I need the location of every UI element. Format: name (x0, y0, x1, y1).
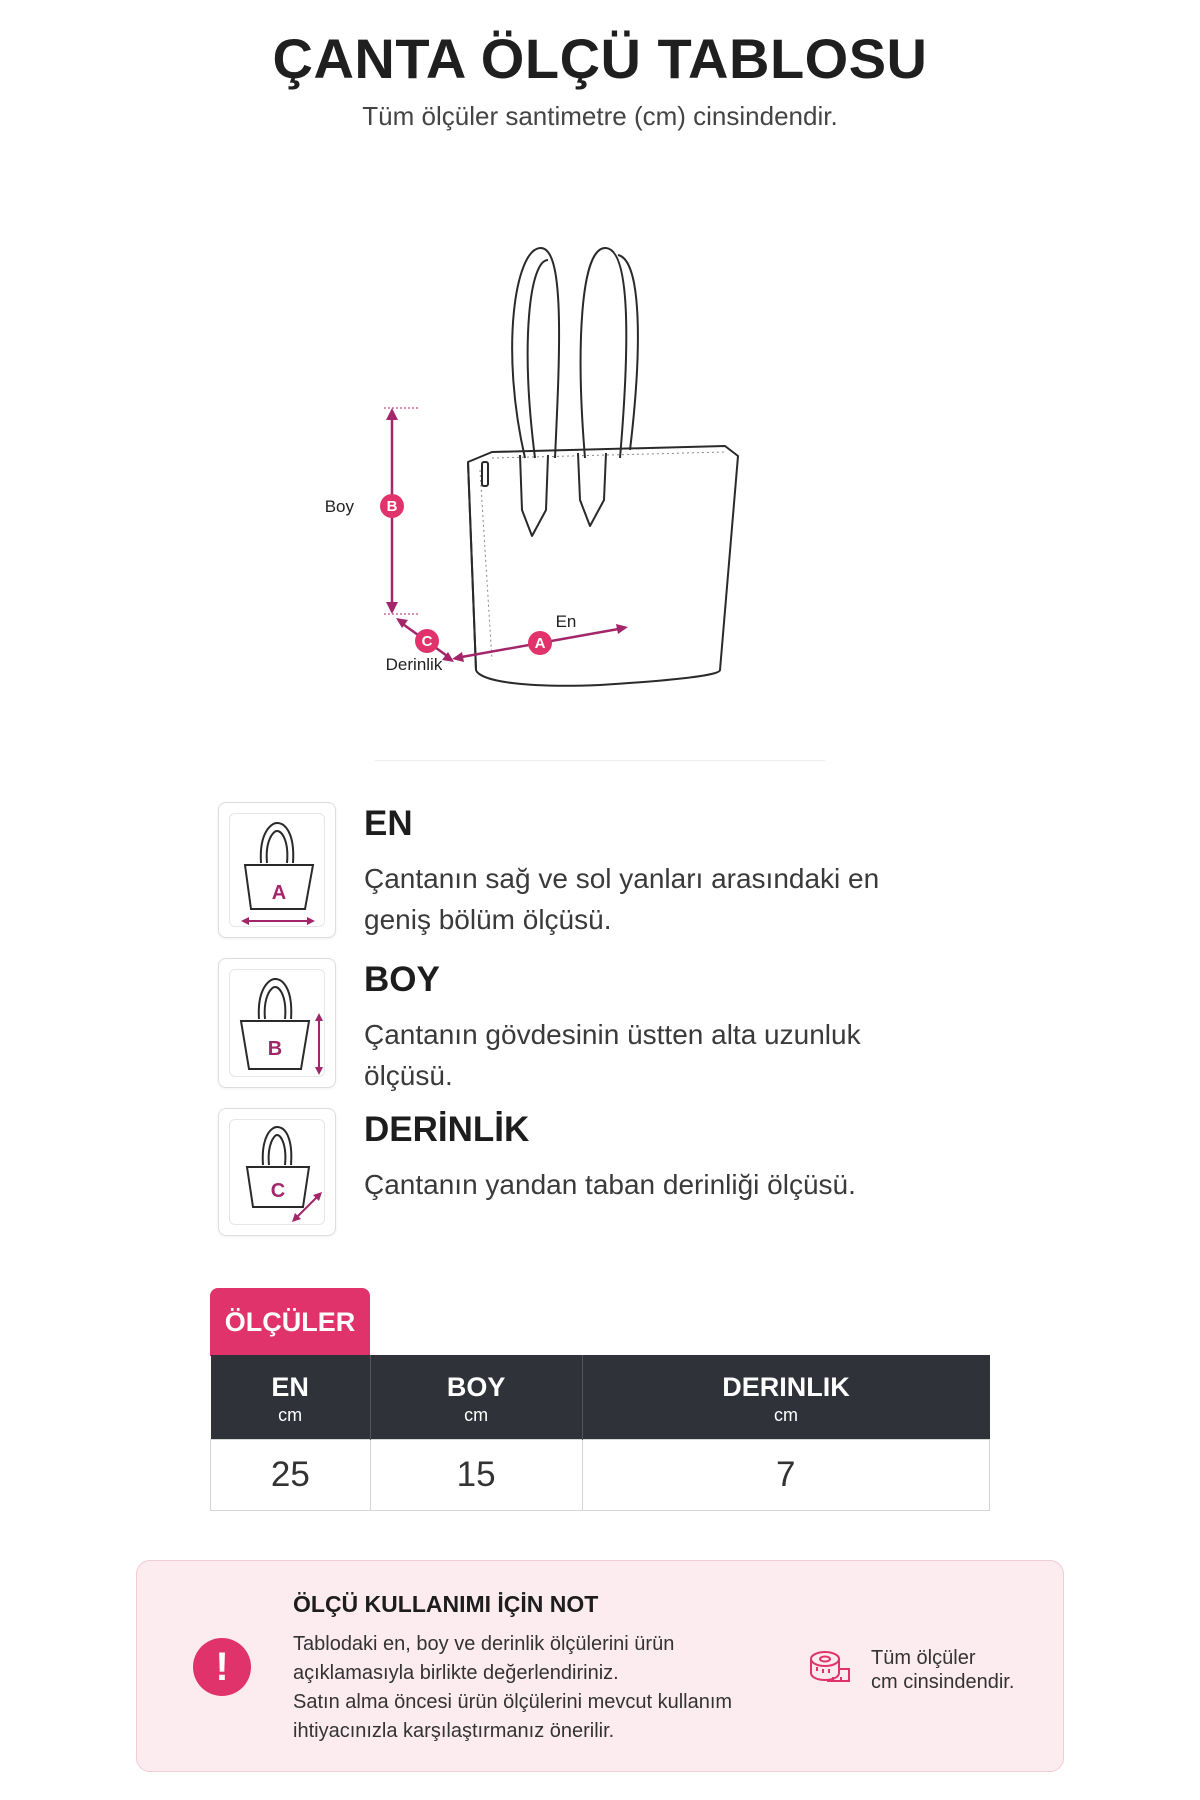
definition-line: Çantanın sağ ve sol yanları arasındaki en (364, 863, 880, 894)
column-unit: cm (278, 1404, 303, 1425)
column-name: DERINLIK (722, 1371, 850, 1402)
column-header-boy (370, 1355, 582, 1439)
bag-outline (468, 248, 738, 686)
en-badge-letter: A (534, 635, 546, 652)
page-subtitle: Tüm ölçüler santimetre (cm) cinsindendir. (362, 101, 838, 131)
cell-derinlik: 7 (582, 1439, 990, 1510)
definition-line: Çantanın gövdesinin üstten alta uzunluk (364, 1019, 861, 1050)
definition-en (218, 802, 1018, 942)
definition-text (364, 858, 1004, 940)
svg-text:A: A (271, 882, 287, 904)
boy-thumbnail-icon (218, 958, 336, 1088)
boy-label: Boy (324, 497, 354, 516)
size-table (210, 1355, 990, 1511)
column-unit: cm (774, 1404, 798, 1425)
definition-line: Çantanın yandan taban derinliği ölçüsü. (364, 1169, 856, 1200)
definition-line: geniş bölüm ölçüsü. (364, 904, 612, 935)
en-thumbnail-icon (218, 802, 336, 938)
derinlik-badge-letter: C (421, 633, 433, 650)
measuring-tape-icon (807, 1647, 851, 1687)
en-label: En (555, 612, 577, 631)
note-title: ÖLÇÜ KULLANIMI İÇİN NOT (293, 1591, 599, 1617)
column-name: EN (271, 1371, 309, 1402)
definition-heading: EN (364, 804, 413, 843)
table-tab: ÖLÇÜLER (210, 1288, 370, 1356)
note-side-line: cm cinsindendir. (871, 1671, 1015, 1693)
boy-badge-letter: B (386, 498, 398, 515)
column-header-derinlik (582, 1355, 990, 1439)
cell-boy: 15 (370, 1439, 582, 1510)
page-title: ÇANTA ÖLÇÜ TABLOSU (272, 27, 928, 90)
svg-text:C: C (270, 1180, 286, 1202)
definition-text (364, 1014, 1004, 1096)
column-unit: cm (464, 1404, 489, 1425)
svg-text:B: B (267, 1038, 283, 1060)
definition-heading: BOY (364, 960, 440, 999)
note-line: Tablodaki en, boy ve derinlik ölçülerini ürün (293, 1633, 675, 1655)
divider (375, 760, 825, 761)
table-header-row (211, 1355, 990, 1439)
column-name: BOY (446, 1371, 506, 1402)
definition-heading: DERİNLİK (364, 1110, 530, 1149)
definition-line: ölçüsü. (364, 1060, 453, 1091)
column-header-en (211, 1355, 371, 1439)
definition-boy (218, 958, 1018, 1098)
note-box (136, 1560, 1064, 1772)
cell-en: 25 (211, 1439, 371, 1510)
definition-text (364, 1164, 1004, 1205)
bag-measurement-diagram (324, 230, 800, 740)
alert-icon: ! (193, 1638, 251, 1696)
note-line: Satın alma öncesi ürün ölçülerini mevcut kullanım (293, 1691, 733, 1713)
note-line: ihtiyacınızla karşılaştırmanız önerilir. (293, 1720, 615, 1742)
note-line: açıklamasıyla birlikte değerlendiriniz. (293, 1662, 619, 1684)
note-side-line: Tüm ölçüler (871, 1647, 976, 1669)
definition-derinlik (218, 1108, 1018, 1238)
table-row (211, 1439, 990, 1510)
derinlik-thumbnail-icon (218, 1108, 336, 1236)
derinlik-label: Derinlik (385, 655, 443, 674)
